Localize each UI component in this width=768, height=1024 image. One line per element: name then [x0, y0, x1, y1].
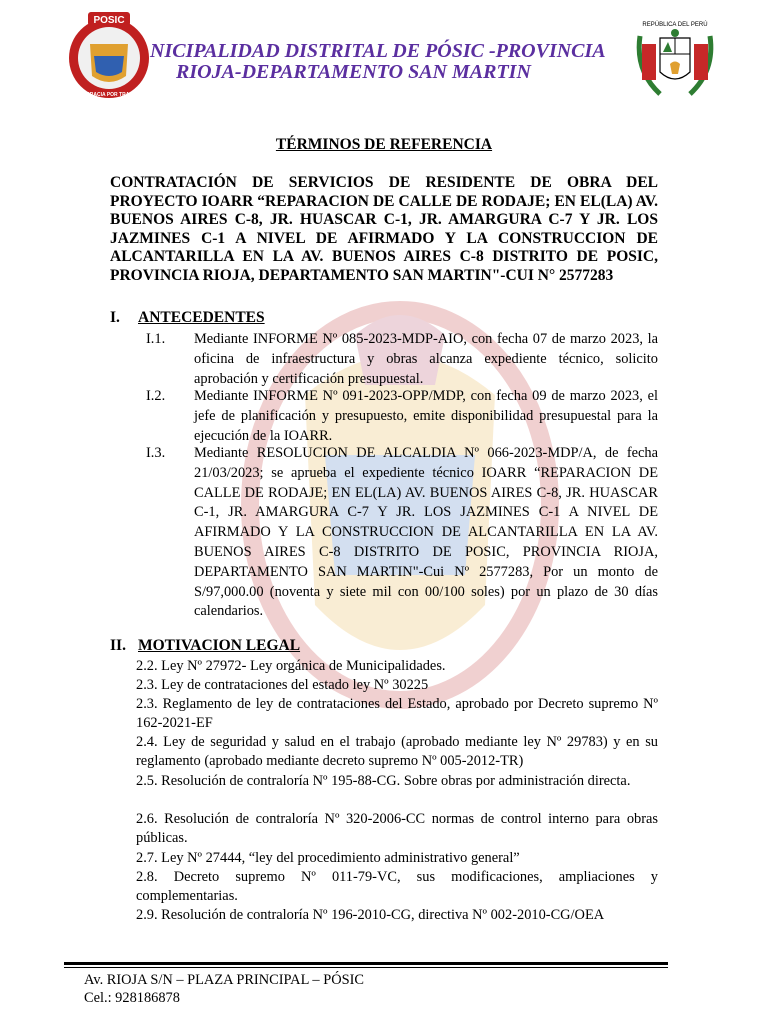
- footer-phone: Cel.: 928186878: [84, 990, 180, 1006]
- section-number: I.: [110, 309, 120, 326]
- posic-municipal-seal-icon: [66, 8, 152, 100]
- law-item: 2.6. Resolución de contraloría Nº 320-2006-CC normas de control interno para obras públicas.: [136, 811, 658, 847]
- section-title: ANTECEDENTES: [138, 309, 265, 326]
- law-item: 2.3. Ley de contrataciones del estado ley Nº 30225: [136, 677, 429, 693]
- law-item: 2.7. Ley Nº 27444, “ley del procedimiento administrativo general”: [136, 850, 520, 866]
- law-item: 2.8. Decreto supremo Nº 011-79-VC, sus modificaciones, ampliaciones y complementarias.: [136, 869, 658, 905]
- peru-logo-ring-text: REPÚBLICA DEL PERÚ: [642, 22, 708, 28]
- peru-coat-of-arms-icon: [630, 16, 720, 102]
- section-number: II.: [110, 637, 126, 654]
- item-text: Mediante INFORME Nº 091-2023-OPP/MDP, con fecha 09 de marzo 2023, el jefe de planificación y presupuesto, emite disponibilidad presupuestal para la ejecución de la IOARR.: [194, 388, 658, 444]
- footer-divider-thin: [64, 967, 668, 968]
- item-text: Mediante INFORME Nº 085-2023-MDP-AIO, con fecha 07 de marzo 2023, la oficina de infraestructura y obras alcanza expediente técnico, solicito aprobación y certificación presupuestal.: [194, 331, 658, 387]
- section-antecedentes-heading: [110, 309, 265, 327]
- law-item: 2.5. Resolución de contraloría Nº 195-88-CG. Sobre obras por administración directa.: [136, 773, 631, 789]
- project-description: CONTRATACIÓN DE SERVICIOS DE RESIDENTE DE OBRA DEL PROYECTO IOARR “REPARACION DE CALLE DE RODAJE; EN EL(LA) AV. BUENOS AIRES C-8, JR. HUASCAR C-1, JR. AMARGURA C-7 Y JR. LOS JAZMINES C-1 A NIVEL DE AFIRMADO Y LA CONSTRUCCION DE ALCANTARILLA EN LA AV. BUENOS AIRES C-8 DISTRITO DE POSIC, PROVINCIA RIOJA, DEPARTAMENTO SAN MARTIN"-CUI N° 2577283: [110, 174, 658, 284]
- footer-divider: [64, 962, 668, 965]
- logo-ring-text: DEMOCRACIA POR TRADICIÓN: [71, 92, 147, 98]
- list-item: [110, 330, 658, 389]
- item-number: I.2.: [146, 388, 166, 404]
- header-region-line: RIOJA-DEPARTAMENTO SAN MARTIN: [176, 61, 531, 83]
- header-municipality-line: NICIPALIDAD DISTRITAL DE PÓSIC -PROVINCIA: [150, 40, 606, 62]
- section-title: MOTIVACION LEGAL: [138, 637, 301, 654]
- section-motivacion-heading: [110, 637, 300, 655]
- list-item: [110, 387, 658, 446]
- law-item: 2.4. Ley de seguridad y salud en el trabajo (aprobado mediante ley Nº 29783) y en su reglamento (aprobado mediante decreto supremo Nº 005-2012-TR): [136, 734, 658, 770]
- law-item: 2.9. Resolución de contraloría Nº 196-2010-CG, directiva Nº 002-2010-CG/OEA: [136, 907, 605, 923]
- item-number: I.3.: [146, 445, 166, 461]
- law-item: 2.3. Reglamento de ley de contrataciones del Estado, aprobado por Decreto supremo Nº 162-2021-EF: [136, 696, 658, 732]
- footer-address: Av. RIOJA S/N – PLAZA PRINCIPAL – PÓSIC: [84, 972, 365, 988]
- item-text: Mediante RESOLUCION DE ALCALDIA Nº 066-2023-MDP/A, de fecha 21/03/2023; se aprueba el expediente técnico IOARR “REPARACION DE CALLE DE RODAJE; EN EL(LA) AV. BUENOS AIRES C-8, JR. HUASCAR C-1, JR. AMARGURA C-7 Y JR. LOS JAZMINES C-1 A NIVEL DE AFIRMADO Y LA CONSTRUCCION DE ALCANTARILLA EN LA AV. BUENOS AIRES C-8 DISTRITO DE POSIC, PROVINCIA RIOJA, DEPARTAMENTO SAN MARTIN"-Cui Nº 2577283, Por un monto de S/97,000.00 (noventa y siete mil con 00/100 soles) por un plazo de 30 días calendarios.: [194, 445, 658, 620]
- item-number: I.1.: [146, 331, 166, 347]
- page-title: TÉRMINOS DE REFERENCIA: [275, 136, 493, 153]
- law-item: 2.2. Ley Nº 27972- Ley orgánica de Municipalidades.: [136, 658, 446, 674]
- list-item: [110, 444, 658, 622]
- logo-top-text: POSIC: [93, 15, 125, 26]
